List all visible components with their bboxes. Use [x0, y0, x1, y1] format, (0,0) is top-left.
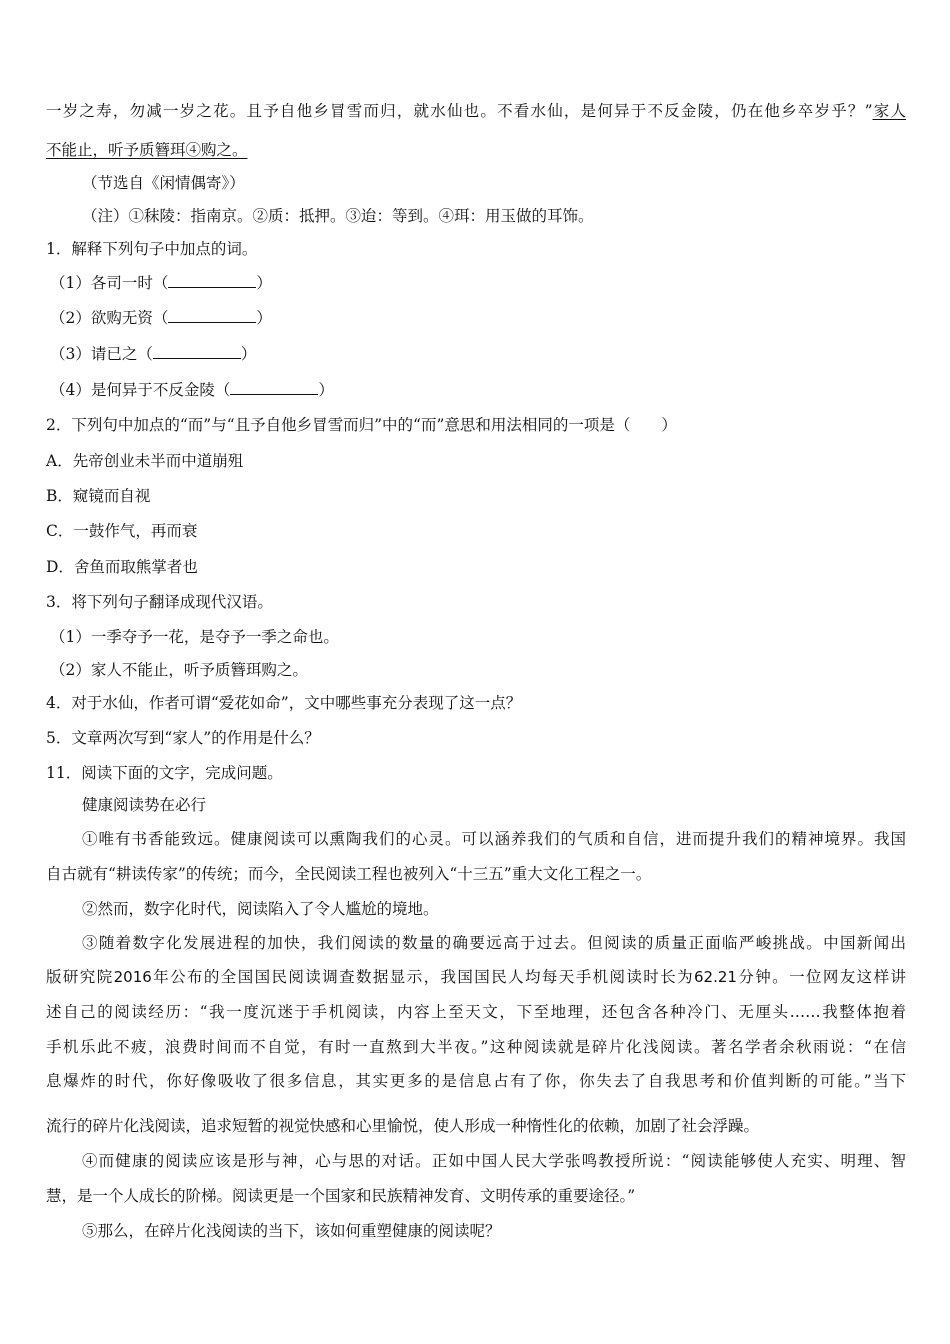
- paragraph-3-line-2-text-a: 版研究院: [46, 968, 114, 986]
- paragraph-3-line-5: 息爆炸的时代，你好像吸收了很多信息，其实更多的是信息占有了你，你失去了自我思考和价值判断的可能。”当下: [46, 1072, 906, 1090]
- underlined-sentence-start: 家人: [872, 102, 906, 120]
- option-a[interactable]: A．先帝创业未半而中道崩殂: [46, 452, 244, 470]
- paragraph-2: ②然而，数字化时代，阅读陷入了令人尴尬的境地。: [82, 900, 439, 918]
- answer-blank[interactable]: [168, 273, 256, 288]
- question-11-intro: 11．阅读下面的文字，完成问题。: [46, 764, 283, 782]
- question-2: 2．下列句中加点的“而”与“且予自他乡冒雪而归”中的“而”意思和用法相同的一项是（ ）: [46, 416, 677, 434]
- paragraph-3-line-2-text-b: 年公布的全国国民阅读调查数据显示，我国国民人均每天手机阅读时长为: [151, 968, 695, 986]
- paragraph-3-line-2: [46, 966, 906, 988]
- survey-year: 2016: [113, 968, 152, 986]
- close-paren: ）: [256, 274, 272, 292]
- option-c[interactable]: C．一鼓作气，再而衰: [46, 522, 198, 540]
- question-1-4-text: （4）是何异于不反金陵（: [50, 381, 231, 399]
- reading-minutes: 62.21: [694, 968, 737, 986]
- close-paren: ）: [256, 309, 272, 327]
- passage-source: （节选自《闲情偶寄》）: [82, 174, 245, 192]
- answer-blank[interactable]: [153, 344, 241, 359]
- paragraph-3-line-4: 手机乐此不疲，浪费时间而不自觉，有时一直熬到大半夜。”这种阅读就是碎片化浅阅读。著名学者余秋雨说：“在信: [46, 1038, 906, 1056]
- passage-line-2: [46, 139, 906, 161]
- passage-note: （注）①秣陵：指南京。②质：抵押。③迨：等到。④珥：用玉做的耳饰。: [82, 207, 594, 225]
- close-paren: ）: [318, 381, 334, 399]
- option-d[interactable]: D．舍鱼而取熊掌者也: [46, 558, 198, 576]
- question-1-1-text: （1）各司一时（: [50, 274, 169, 292]
- question-3: 3．将下列句子翻译成现代汉语。: [46, 593, 273, 611]
- paragraph-3-line-3: 述自己的阅读经历：“我一度沉迷于手机阅读，内容上至天文，下至地理，还包含各种冷门、无厘头……我整体抱着: [46, 1003, 906, 1021]
- paragraph-3-line-2-text-c: 分钟。一位网友这样讲: [736, 968, 906, 986]
- passage-line-1-text: 一岁之寿，勿减一岁之花。且予自他乡冒雪而归，就水仙也。不看水仙，是何异于不反金陵，仍在他乡卒岁乎？”: [46, 102, 873, 120]
- paragraph-4-line-1: ④而健康的阅读应该是形与神，心与思的对话。正如中国人民大学张鸣教授所说：“阅读能够使人充实、明理、智: [82, 1152, 906, 1170]
- paragraph-1-line-1: ①唯有书香能致远。健康阅读可以熏陶我们的心灵。可以涵养我们的气质和自信，进而提升我们的精神境界。我国: [82, 830, 906, 848]
- question-4: 4．对于水仙，作者可谓“爱花如命”，文中哪些事充分表现了这一点？: [46, 694, 522, 712]
- question-3-2: （2）家人不能止，听予质簪珥购之。: [50, 661, 308, 679]
- passage-line-1: [46, 100, 906, 122]
- question-1-3-text: （3）请已之（: [50, 345, 153, 363]
- answer-blank[interactable]: [168, 308, 256, 323]
- question-3-1: （1）一季夺予一花，是夺予一季之命也。: [50, 628, 339, 646]
- paragraph-5: ⑤那么，在碎片化浅阅读的当下，该如何重塑健康的阅读呢？: [82, 1222, 501, 1240]
- answer-blank[interactable]: [230, 380, 318, 395]
- underlined-sentence-end: 不能止，听予质簪珥④购之。: [46, 141, 248, 159]
- article-title: 健康阅读势在必行: [82, 796, 207, 814]
- close-paren: ）: [240, 345, 257, 363]
- question-5: 5．文章两次写到“家人”的作用是什么？: [46, 729, 320, 747]
- paragraph-3-line-6: 流行的碎片化浅阅读，追求短暂的视觉快感和心里愉悦，使人形成一种惰性化的依赖，加剧了社会浮躁。: [46, 1117, 760, 1135]
- paragraph-4-line-2: 慧，是一个人成长的阶梯。阅读更是一个国家和民族精神发育、文明传承的重要途径。”: [46, 1187, 636, 1205]
- question-1-2: [50, 307, 910, 329]
- question-1-1: [50, 272, 910, 294]
- question-1-2-text: （2）欲购无资（: [50, 309, 169, 327]
- paragraph-1-line-2: 自古就有“耕读传家”的传统；而今，全民阅读工程也被列入“十三五”重大文化工程之一。: [46, 865, 652, 883]
- question-1-3: [50, 343, 910, 365]
- option-b[interactable]: B．窥镜而自视: [46, 487, 151, 505]
- question-1-4: [50, 379, 910, 401]
- question-1: 1．解释下列句子中加点的词。: [46, 240, 258, 258]
- paragraph-3-line-1: ③随着数字化发展进程的加快，我们阅读的数量的确要远高于过去。但阅读的质量正面临严峻挑战。中国新闻出: [82, 934, 906, 952]
